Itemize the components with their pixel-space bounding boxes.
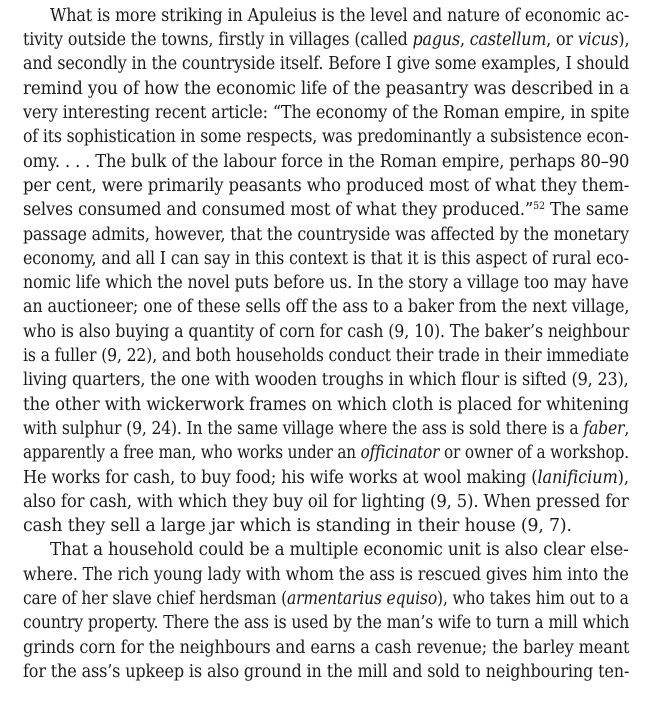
text-line — [23, 441, 629, 465]
text-run: an auctioneer; one of these sells off the ass to a baker from the next village, — [23, 297, 630, 318]
text-run: is a fuller (9, 22), and both households conduct their trade in their immediate — [23, 346, 629, 367]
text-line — [23, 466, 629, 490]
italic-term: lanificium — [537, 467, 618, 488]
footnote-ref: 52 — [533, 201, 545, 213]
text-line — [23, 28, 629, 52]
text-line — [23, 150, 629, 174]
text-line — [23, 52, 629, 76]
text-line — [23, 660, 629, 684]
text-run: for the ass’s upkeep is also ground in the mill and sold to neighbouring ten- — [23, 661, 630, 682]
text-run: country property. There the ass is used by the man’s wife to turn a mill which — [23, 613, 630, 634]
text-run: remind you of how the economic life of the peasantry was described in a — [23, 78, 630, 99]
text-run: tivity outside the towns, firstly in villages (called — [23, 30, 413, 51]
italic-term: castellum — [469, 30, 547, 51]
text-line — [23, 125, 629, 149]
text-line — [23, 198, 629, 222]
text-run: What is more striking in Apuleius is the level and nature of economic ac- — [50, 5, 630, 26]
text-line — [23, 611, 629, 635]
text-run: He works for cash, to buy food; his wife works at wool making ( — [23, 467, 538, 488]
text-line — [23, 368, 629, 392]
text-run: , — [624, 418, 630, 439]
text-line — [23, 77, 629, 101]
text-line — [23, 417, 629, 441]
text-run: , — [459, 30, 470, 51]
text-line — [23, 587, 629, 611]
text-run: very interesting recent article: “The economy of the Roman empire, in spite — [23, 103, 630, 124]
italic-term: pagus — [412, 30, 460, 51]
text-run: living quarters, the one with wooden troughs in which flour is sifted (9, 23), — [23, 370, 629, 391]
text-run: with sulphur (9, 24). In the same village where the ass is sold there is a — [23, 418, 584, 439]
text-line — [23, 514, 572, 538]
text-run: grinds corn for the neighbours and earns a cash revenue; the barley meant — [23, 637, 630, 658]
text-run: per cent, were primarily peasants who produced most of what they them- — [23, 175, 630, 196]
text-run: passage admits, however, that the countryside was affected by the monetary — [23, 224, 629, 245]
text-run: cash they sell a large jar which is standing in their house (9, 7). — [23, 516, 572, 537]
text-line — [23, 320, 629, 344]
italic-term: faber — [583, 418, 625, 439]
text-run: of its sophistication in some respects, was predominantly a subsistence econ- — [23, 127, 629, 148]
text-run: omy. . . . The bulk of the labour force in the Roman empire, perhaps 80–90 — [23, 151, 630, 172]
text-line — [50, 538, 629, 562]
text-run: or owner of a workshop. — [439, 443, 629, 464]
text-run: apparently a free man, who works under an — [23, 443, 361, 464]
text-run: care of her slave chief herdsman ( — [23, 589, 288, 610]
text-line — [23, 344, 629, 368]
text-run: where. The rich young lady with whom the ass is rescued gives him into the — [23, 564, 629, 585]
text-line — [23, 490, 629, 514]
text-run: That a household could be a multiple economic unit is also clear else- — [50, 540, 629, 561]
text-run: ), — [617, 467, 629, 488]
text-run: also for cash, with which they buy oil for lighting (9, 5). When pressed for — [23, 491, 629, 512]
text-run: The same — [544, 200, 629, 221]
italic-term: officinator — [360, 443, 440, 464]
text-run: and secondly in the countryside itself. Before I give some examples, I should — [23, 54, 630, 75]
text-run: who is also buying a quantity of corn for cash (9, 10). The baker’s neighbour — [23, 321, 630, 342]
text-line — [23, 295, 629, 319]
text-run: ), who takes him out to a — [437, 589, 629, 610]
text-line — [23, 247, 629, 271]
text-run: economy, and all I can say in this context is that it is this aspect of rural eco- — [23, 248, 629, 269]
text-line — [23, 101, 629, 125]
text-line — [23, 563, 629, 587]
text-line — [23, 223, 629, 247]
italic-term: armentarius equiso — [287, 589, 438, 610]
italic-term: vicus — [577, 30, 619, 51]
text-run: the other with wickerwork frames on which cloth is placed for whitening — [23, 394, 630, 415]
text-line — [23, 393, 629, 417]
text-run: , or — [546, 30, 578, 51]
text-run: ), — [618, 30, 630, 51]
text-run: nomic life which the novel puts before us. In the story a village too may have — [23, 273, 629, 294]
text-line — [23, 636, 629, 660]
text-run: selves consumed and consumed most of what they produced.” — [23, 200, 534, 221]
text-line — [23, 271, 629, 295]
text-line — [50, 4, 629, 28]
text-line — [23, 174, 629, 198]
